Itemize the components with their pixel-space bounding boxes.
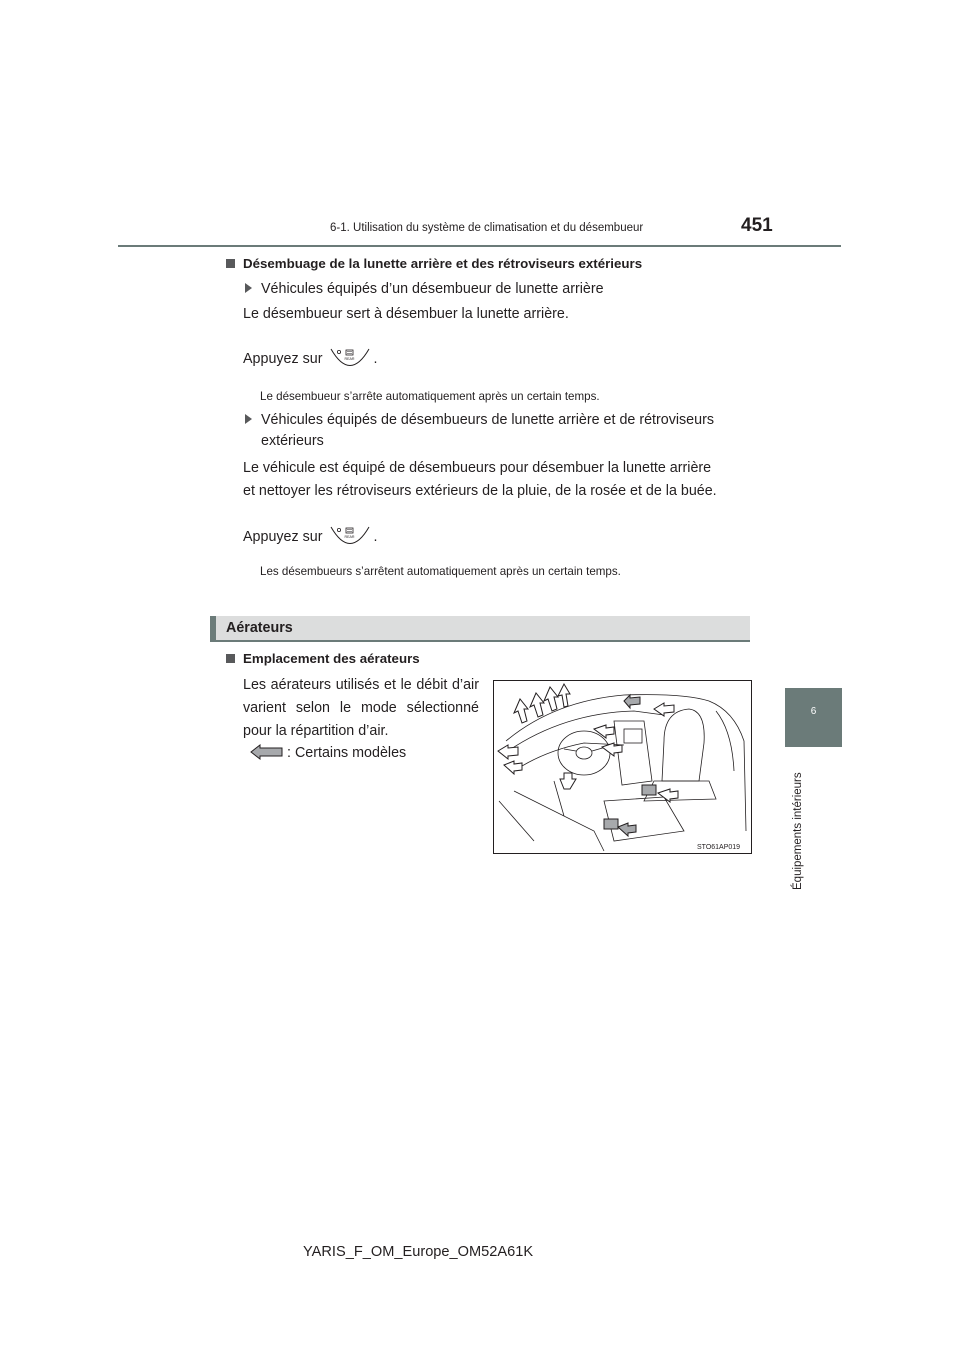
variant2-heading-line1: Véhicules équipés de désembueurs de lunette arrière et de rétroviseurs	[245, 412, 714, 428]
vents-legend: : Certains modèles	[250, 744, 406, 761]
variant1-heading: Véhicules équipés d’un désembueur de lunette arrière	[245, 281, 604, 297]
optional-vent-arrow-icon	[250, 744, 284, 760]
header-divider	[118, 245, 841, 247]
vents-description: Les aérateurs utilisés et le débit d’air varient selon le mode sélectionné pour la répartition d’air.	[243, 677, 479, 739]
square-bullet-icon	[226, 259, 235, 268]
variant2-description-line1: Le véhicule est équipé de désembueurs pour désembuer la lunette arrière	[243, 460, 712, 476]
chapter-label-container	[786, 772, 806, 900]
car-interior-illustration	[494, 681, 751, 853]
variant2-note: Les désembueurs s’arrêtent automatiquement après un certain temps.	[260, 565, 621, 578]
variant1-note: Le désembueur s’arrête automatiquement après un certain temps.	[260, 390, 600, 403]
chapter-number: 6	[810, 706, 817, 717]
triangle-bullet-icon	[245, 283, 252, 293]
vents-section-title: Aérateurs	[226, 620, 293, 636]
rear-label: REAR	[344, 357, 355, 361]
document-code: YARIS_F_OM_Europe_OM52A61K	[303, 1244, 534, 1260]
rear-label: REAR	[344, 535, 355, 539]
page-number: 451	[741, 215, 773, 236]
rear-defogger-button-icon	[329, 348, 371, 366]
vents-subtitle: Emplacement des aérateurs	[226, 651, 420, 666]
chapter-tab	[785, 688, 842, 747]
section-header: 6-1. Utilisation du système de climatisation et du désembueur	[330, 222, 644, 234]
variant2-description-line2: et nettoyer les rétroviseurs extérieurs de la pluie, de la rosée et de la buée.	[243, 483, 717, 499]
defogger-title: Désembuage de la lunette arrière et des rétroviseurs extérieurs	[226, 256, 642, 271]
chapter-label: Équipements intérieurs	[792, 772, 804, 890]
variant1-press-instruction: Appuyez sur REAR .	[243, 348, 377, 367]
variant2-press-instruction: Appuyez sur REAR .	[243, 526, 377, 545]
rear-defogger-button-icon	[329, 526, 371, 544]
variant2-heading-line2: extérieurs	[261, 433, 324, 449]
vents-section-accent	[210, 616, 216, 642]
variant1-description: Le désembueur sert à désembuer la lunette arrière.	[243, 306, 569, 322]
figure-code: STO61AP019	[697, 844, 741, 851]
square-bullet-icon	[226, 654, 235, 663]
vents-location-figure	[493, 680, 752, 854]
triangle-bullet-icon	[245, 414, 252, 424]
